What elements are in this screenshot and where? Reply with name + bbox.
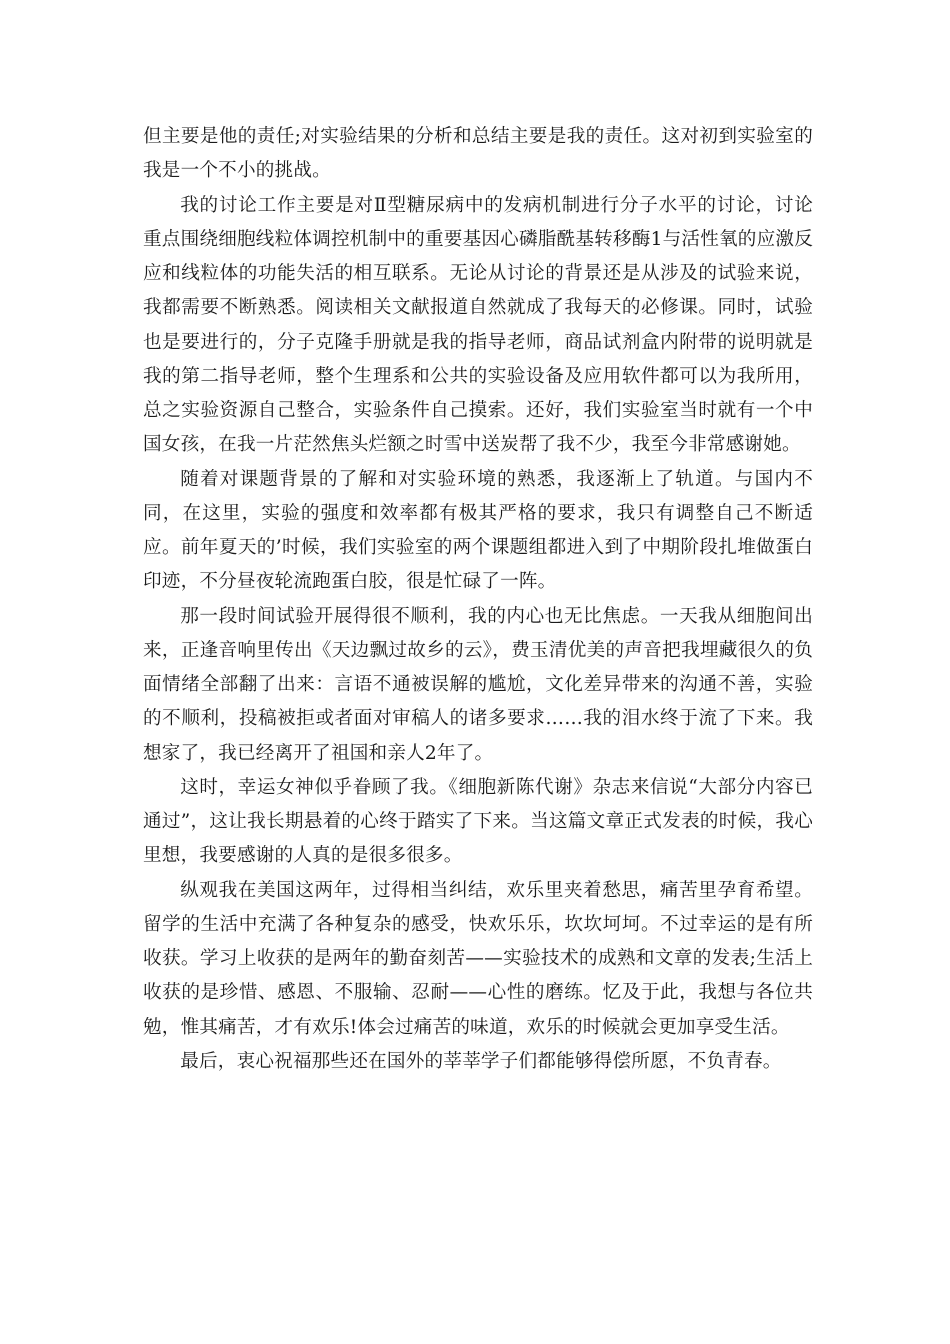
paragraph: 最后，衷心祝福那些还在国外的莘莘学子们都能够得偿所愿，不负青春。 (180, 1050, 782, 1072)
paragraph: 随着对课题背景的了解和对实验环境的熟悉，我逐渐上了轨道。与国内不同，在这里，实验的强度和效率都有极其严格的要求，我只有调整自己不断适应。前年夏天的’时候，我们实验室的两个课题组都进入到了中期阶段扎堆做蛋白印迹，不分昼夜轮流跑蛋白胶，很是忙碌了一阵。 (143, 468, 813, 593)
paragraph: 纵观我在美国这两年，过得相当纠结，欢乐里夹着愁思，痛苦里孕育希望。留学的生活中充满了各种复杂的感受，快欢乐乐，坎坎坷坷。不过幸运的是有所收获。学习上收获的是两年的勤奋刻苦——实验技术的成熟和文章的发表;生活上收获的是珍惜、感恩、不服输、忍耐——心性的磨练。忆及于此，我想与各位共勉，惟其痛苦，才有欢乐!体会过痛苦的味道，欢乐的时候就会更加享受生活。 (143, 879, 813, 1038)
paragraph: 这时，幸运女神似乎眷顾了我。《细胞新陈代谢》杂志来信说“大部分内容已通过”，这让我长期悬着的心终于踏实了下来。当这篇文章正式发表的时候，我心里想，我要感谢的人真的是很多很多。 (143, 776, 813, 867)
paragraph: 但主要是他的责任;对实验结果的分析和总结主要是我的责任。这对初到实验室的我是一个不小的挑战。 (143, 126, 813, 182)
document-body (143, 120, 813, 1079)
paragraph: 那一段时间试验开展得很不顺利，我的内心也无比焦虑。一天我从细胞间出来，正逢音响里传出《天边飘过故乡的云》，费玉清优美的声音把我埋藏很久的负面情绪全部翻了出来：言语不通被误解的尴尬，文化差异带来的沟通不善，实验的不顺利，投稿被拒或者面对审稿人的诸多要求……我的泪水终于流了下来。我想家了，我已经离开了祖国和亲人2年了。 (143, 605, 813, 764)
paragraph: 我的讨论工作主要是对Ⅱ型糖尿病中的发病机制进行分子水平的讨论，讨论重点围绕细胞线粒体调控机制中的重要基因心磷脂酰基转移酶1与活性氧的应激反应和线粒体的功能失活的相互联系。无论从讨论的背景还是从涉及的试验来说，我都需要不断熟悉。阅读相关文献报道自然就成了我每天的必修课。同时，试验也是要进行的，分子克隆手册就是我的指导老师，商品试剂盒内附带的说明就是我的第二指导老师，整个生理系和公共的实验设备及应用软件都可以为我所用，总之实验资源自己整合，实验条件自己摸索。还好，我们实验室当时就有一个中国女孩，在我一片茫然焦头烂额之时雪中送炭帮了我不少，我至今非常感谢她。 (143, 194, 813, 456)
